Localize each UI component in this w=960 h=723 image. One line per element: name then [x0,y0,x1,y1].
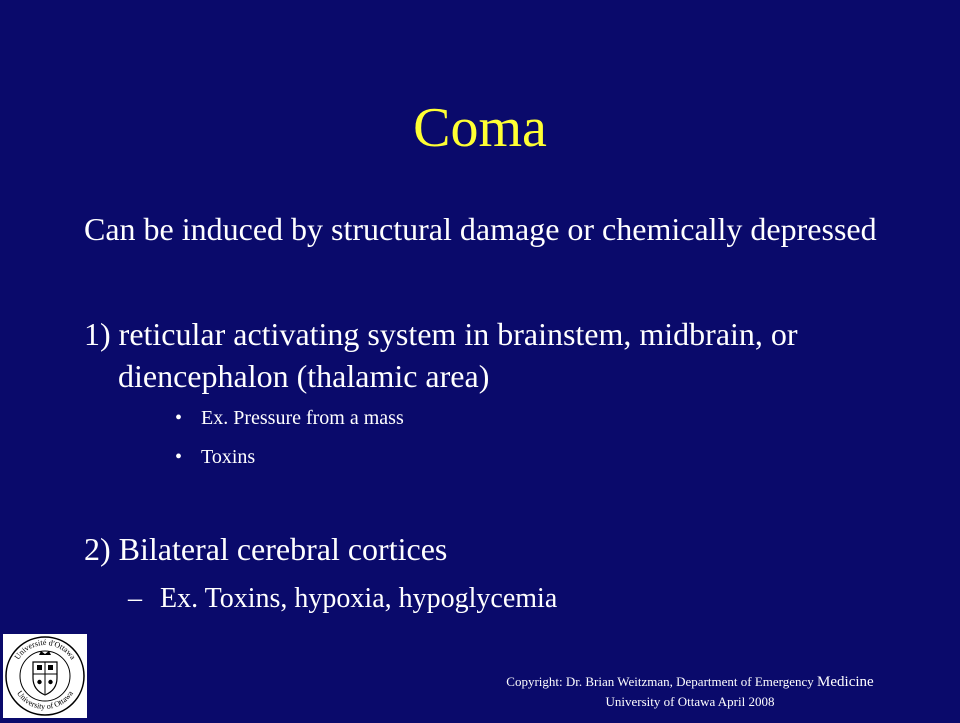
sub-item [128,581,557,617]
copyright-line-2: University of Ottawa April 2008 [605,694,775,709]
svg-text:Université d'Ottawa: Université d'Ottawa [12,637,78,662]
copyright-prefix: Copyright: Dr. Brian Weitzman, Department of Emergency [506,674,814,689]
copyright-footer [420,672,960,712]
bullet-marker: • [175,407,183,429]
bullet-item [175,405,404,431]
paragraph-reticular-system: 1) reticular activating system in brainstem, midbrain, or diencephalon (thalamic area) [84,316,798,394]
dash-marker: – [128,583,142,614]
sub-item-text: Ex. Toxins, hypoxia, hypoglycemia [160,583,558,614]
bullet-marker: • [175,446,183,468]
copyright-suffix: Medicine [817,674,874,690]
paragraph-cerebral-cortices: 2) Bilateral cerebral cortices [84,531,448,567]
bullet-item [175,444,255,470]
copyright-line-1 [420,672,960,692]
slide-title: Coma [413,97,547,159]
svg-text:University of Ottawa: University of Ottawa [15,689,75,712]
bullet-text: Ex. Pressure from a mass [201,407,404,429]
bullet-text: Toxins [201,446,256,468]
paragraph-induction: Can be induced by structural damage or chemically depressed [84,211,877,247]
university-of-ottawa-seal-icon [3,634,87,718]
